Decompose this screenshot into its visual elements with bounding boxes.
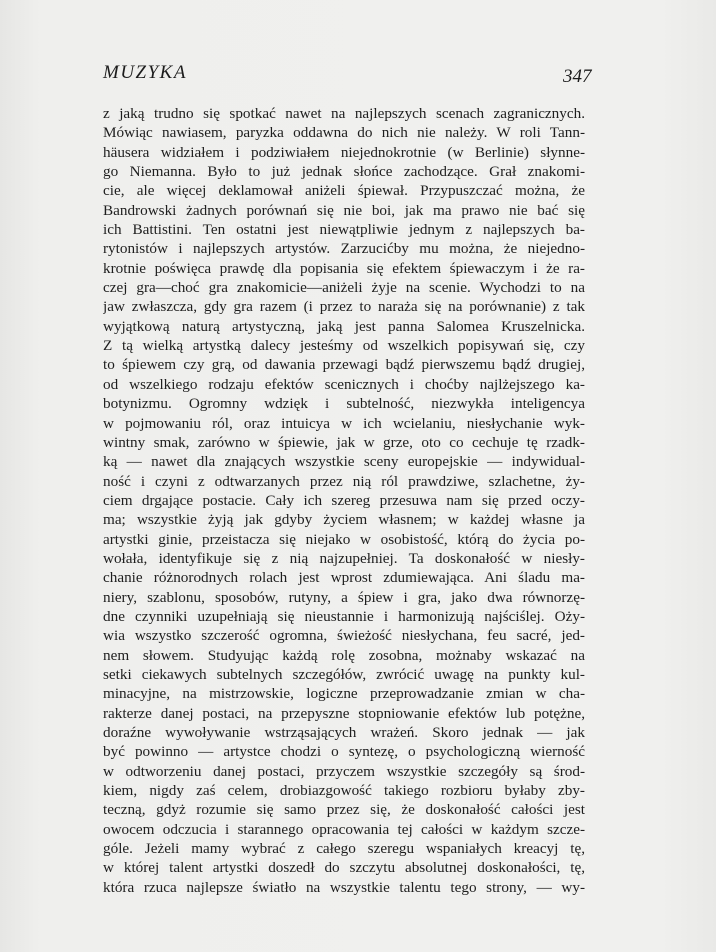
text-line: rytonistów i najlepszych artystów. Zarzucićby mu można, że niejedno- bbox=[103, 240, 585, 258]
text-line: kiem, nigdy zaś celem, drobiazgowość takiego rozbioru byłaby zby- bbox=[103, 782, 585, 800]
text-line: wołała, identyfikuje się z nią najzupełniej. Ta doskonałość w niesły- bbox=[103, 549, 585, 567]
text-line: nem słowem. Studyując każdą rolę zosobna, możnaby wskazać na bbox=[103, 646, 585, 664]
text-line: to śpiewem czy grą, od dawania przewagi bądź pierwszemu bądź drugiej, bbox=[103, 356, 585, 374]
text-line: doraźne wywoływanie wstrząsających wrażeń. Skoro jednak — jak bbox=[103, 724, 585, 741]
text-line: chanie różnorodnych rolach jest wprost zdumiewająca. Ani śladu ma- bbox=[103, 569, 585, 587]
text-line: jaw zwłaszcza, gdy gra razem (i przez to naraża się na porównanie) z tak bbox=[103, 298, 585, 316]
text-line: niery, szablonu, sposobów, rutyny, a śpiew i gra, jako dwa równorzę- bbox=[103, 588, 585, 606]
text-line: setki ciekawych subtelnych szczegółów, zwrócić uwagę na punkty kul- bbox=[103, 665, 585, 683]
text-line: z jaką trudno się spotkać nawet na najlepszych scenach zagranicznych. bbox=[103, 105, 585, 122]
text-line: häusera widziałem i podziwiałem niejednokrotnie (w Berlinie) słynne- bbox=[103, 143, 585, 161]
text-line: ność i czyni z odtwarzanych przez nią ról prawdziwe, szlachetne, ży- bbox=[103, 472, 585, 490]
text-line: owocem odczucia i starannego opracowania tej całości w każdym szcze- bbox=[103, 820, 585, 838]
text-line: ich Battistini. Ten ostatni jest niewątpliwie jednym z najlepszych ba- bbox=[103, 221, 585, 239]
text-line: krotnie poświęca prawdę dla popisania się efektem śpiewaczym i że ra- bbox=[103, 259, 585, 277]
text-line: wintny smak, zarówno w śpiewie, jak w grze, oto co cechuje tę rzadk- bbox=[103, 433, 585, 451]
running-head: MUZYKA bbox=[103, 62, 187, 83]
text-line: ką — nawet dla znających wszystkie sceny europejskie — indywidual- bbox=[103, 453, 585, 471]
text-line: ma; wszystkie żyją jak gdyby życiem własnem; w każdej własne ja bbox=[103, 511, 585, 529]
text-line: w pojmowaniu ról, oraz intuicya w ich wcielaniu, niesłychanie wyk- bbox=[103, 414, 585, 432]
text-line: minacyjne, na mistrzowskie, logiczne przeprowadzanie zmian w cha- bbox=[103, 685, 585, 703]
body-text bbox=[103, 104, 585, 897]
text-line: góle. Jeżeli mamy wybrać z całego szeregu wspaniałych kreacyj tę, bbox=[103, 840, 585, 858]
page-number: 347 bbox=[563, 66, 592, 87]
text-line: czej gra—choć gra znakomicie—aniżeli żyje na scenie. Wychodzi to na bbox=[103, 279, 585, 297]
text-line: dne czynniki uzupełniają się nieustannie i harmonizują najściślej. Oży- bbox=[103, 607, 585, 625]
text-line: wia wszystko szczerość ogromna, świeżość niesłychana, feu sacré, jed- bbox=[103, 627, 585, 645]
text-line: ciem drgające postacie. Cały ich szereg przesuwa nam się przed oczy- bbox=[103, 491, 585, 509]
text-line: artystki ginie, przeistacza się niejako w osobistość, którą do życia po- bbox=[103, 530, 585, 548]
text-line: teczną, gdyż rozumie się samo przez się, że doskonałość całości jest bbox=[103, 801, 585, 819]
text-line: być powinno — artystce chodzi o syntezę, o psychologiczną wierność bbox=[103, 743, 585, 761]
text-line: w odtworzeniu danej postaci, przyczem wszystkie szczegóły są środ- bbox=[103, 762, 585, 780]
text-line: Mówiąc nawiasem, paryzka oddawna do nich nie należy. W roli Tann- bbox=[103, 124, 585, 142]
text-line: która rzuca najlepsze światło na wszystkie talentu tego strony, — wy- bbox=[103, 878, 585, 896]
text-line: wyjątkową naturą artystyczną, jaką jest panna Salomea Kruszelnicka. bbox=[103, 317, 585, 335]
text-line: od wszelkiego rodzaju efektów scenicznych i choćby najlżejszego ka- bbox=[103, 375, 585, 393]
text-line: w której talent artystki doszedł do szczytu absolutnej doskonałości, tę, bbox=[103, 859, 585, 877]
text-line: Z tą wielką artystką dalecy jesteśmy od wszelkich popisywań się, czy bbox=[103, 337, 585, 355]
text-line: cie, ale więcej deklamował aniżeli śpiewał. Przypuszczać można, że bbox=[103, 182, 585, 200]
text-line: go Niemanna. Było to już jednak słońce zachodzące. Grał znakomi- bbox=[103, 163, 585, 181]
text-line: rakterze danej postaci, na przepyszne stopniowanie efektów lub potężne, bbox=[103, 704, 585, 722]
text-line: botynizmu. Ogromny wdzięk i subtelność, niezwykła inteligencya bbox=[103, 395, 585, 413]
text-line: Bandrowski żadnych porównań się nie boi, jak ma prawo nie bać się bbox=[103, 201, 585, 219]
